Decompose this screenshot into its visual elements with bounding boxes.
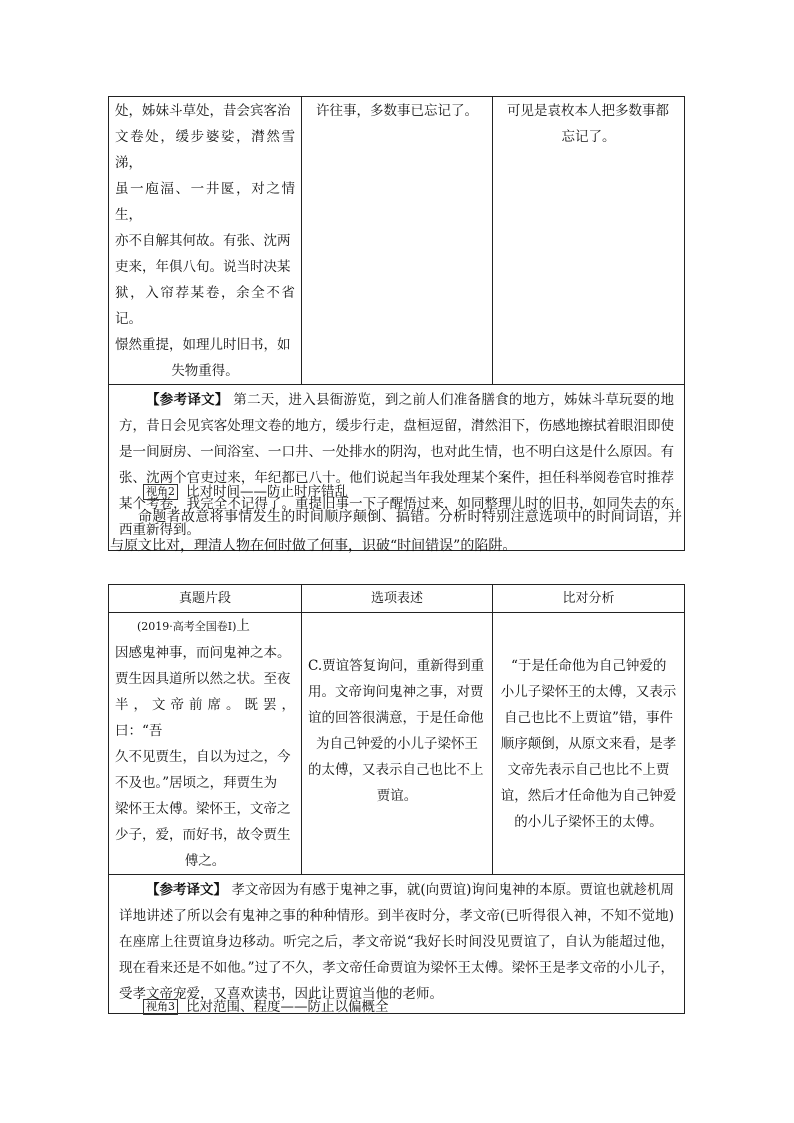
line: C.贾谊答复询问，重新得到重 (308, 658, 485, 674)
section-heading (143, 482, 348, 502)
header-cell: 选项表述 (302, 585, 493, 613)
line: 谊的回答很满意，于是任命他 (308, 710, 484, 726)
line: 吏来，年俱八旬。说当时决某 (115, 259, 291, 275)
translation-label: 【参考译文】 (146, 882, 228, 898)
header-cell: 真题片段 (109, 585, 302, 613)
line: 谊，然后才任命他为自己钟爱 (500, 788, 677, 804)
analysis-cell (493, 97, 685, 385)
line: “于是任命他为自己钟爱的 (511, 658, 667, 674)
line: 可见是袁枚本人把多数事都 (507, 103, 669, 119)
original-text-cell (109, 613, 302, 875)
section-paragraph (110, 503, 682, 561)
table-row (109, 613, 685, 875)
line: 小儿子梁怀王的太傅，又表示 (500, 684, 677, 700)
table-row (109, 97, 685, 385)
line: 文帝先表示自己也比不上贾 (507, 762, 670, 778)
line: 少子，爱，而好书，故令贾生 (115, 827, 291, 843)
translation-text: 孝文帝因为有感于鬼神之事，就(向贾谊)询问鬼神的本原。贾谊也就趁机周详地讲述了所以会有鬼神之事的种种情形。到半夜时分，孝文帝(已听得很入神，不知不觉地)在座席上往贾谊身边移动。听完之后，孝文帝说“我好长时间没见贾谊了，自认为能超过他，现在看来还是不如他。”过了不久，孝文帝任命贾谊为梁怀王太傅。梁怀王是孝文帝的小儿子，受孝文帝宠爱，又喜欢读书，因此让贾谊当他的老师。 (119, 882, 674, 1002)
line: 傅之。 (184, 853, 226, 869)
table-row (109, 875, 685, 1014)
line: 文卷处，缓步婆娑，潸然雪涕， (115, 129, 295, 171)
original-text-cell (109, 97, 302, 385)
line: 为自己钟爱的小儿子梁怀王 (316, 736, 478, 752)
table-header-row (109, 585, 685, 613)
translation-label: 【参考译文】 (146, 392, 229, 408)
line: 憬然重提，如理儿时旧书，如 (115, 337, 291, 353)
line: 用。文帝询问鬼神之事，对贾 (308, 684, 484, 700)
header-cell: 比对分析 (493, 585, 685, 613)
line: 贾谊。 (376, 788, 418, 804)
analysis-cell (493, 613, 685, 875)
line: 因感鬼神事，而问鬼神之本。 (115, 645, 291, 661)
line: 忘记了。 (561, 129, 616, 145)
line: 自己也比不上贾谊”错，事件 (504, 710, 673, 726)
line: 处，姊妹斗草处，昔会宾客治 (115, 103, 291, 119)
line: 亦不自解其何故。有张、沈两 (115, 233, 291, 249)
line: 失物重得。 (171, 363, 239, 379)
reference-translation (109, 875, 685, 1014)
section-heading (143, 997, 389, 1017)
section-title: 比对时间——防止时序错乱 (186, 484, 348, 500)
paragraph-text: 命题者故意将事情发生的时间顺序颠倒、搞错。分析时特别注意选项中的时间词语，并与原文比对，理清人物在何时做了何事，识破“时间错误”的陷阱。 (110, 509, 682, 554)
line (115, 613, 295, 640)
line: 虽一庖湢、一井匽，对之情生， (115, 181, 295, 223)
line: 不及也。”居顷之，拜贾生为 (115, 775, 278, 791)
line: 许往事，多数事已忘记了。 (316, 103, 478, 119)
line-text: 上 (236, 618, 250, 634)
perspective-badge: 视角3 (143, 999, 178, 1015)
perspective-badge: 视角2 (143, 484, 178, 500)
line: 狱，入帘荐某卷，余全不省记。 (115, 285, 295, 327)
section-title: 比对范围、程度——防止以偏概全 (186, 999, 389, 1015)
source-citation: (2019·高考全国卷Ⅰ) (137, 620, 237, 633)
line: 贾生因具道所以然之状。至夜 (115, 671, 291, 687)
line: 半，文帝前席。既罢，曰：“吾 (115, 697, 295, 739)
line: 久不见贾生，自以为过之，今 (115, 749, 291, 765)
line: 顺序颠倒，从原文来看，是孝 (500, 736, 677, 752)
option-cell (302, 613, 493, 875)
option-cell (302, 97, 493, 385)
line: 梁怀王太傅。梁怀王，文帝之 (115, 801, 291, 817)
line: 的太傅，又表示自己也比不上 (308, 762, 484, 778)
translation-text: 第二天，进入县衙游览，到之前人们准备膳食的地方，姊妹斗草玩耍的地方，昔日会见宾客处理文卷的地方，缓步行走，盘桓逗留，潸然泪下，伤感地擦拭着眼泪即使是一间厨房、一间浴室、一口井、一处排水的阴沟，也对此生情，也不明白这是什么原因。有张、沈两个官吏过来，年纪都已八十。他们说起当年我处理某个案件，担任科举阅卷官时推荐某个考卷，我完全不记得了。重提旧事一下子醒悟过来，如同整理儿时的旧书，如同失去的东西重新得到。 (119, 392, 675, 538)
line: 的小儿子梁怀王的太傅。 (514, 814, 663, 830)
comparison-table (108, 584, 685, 1014)
